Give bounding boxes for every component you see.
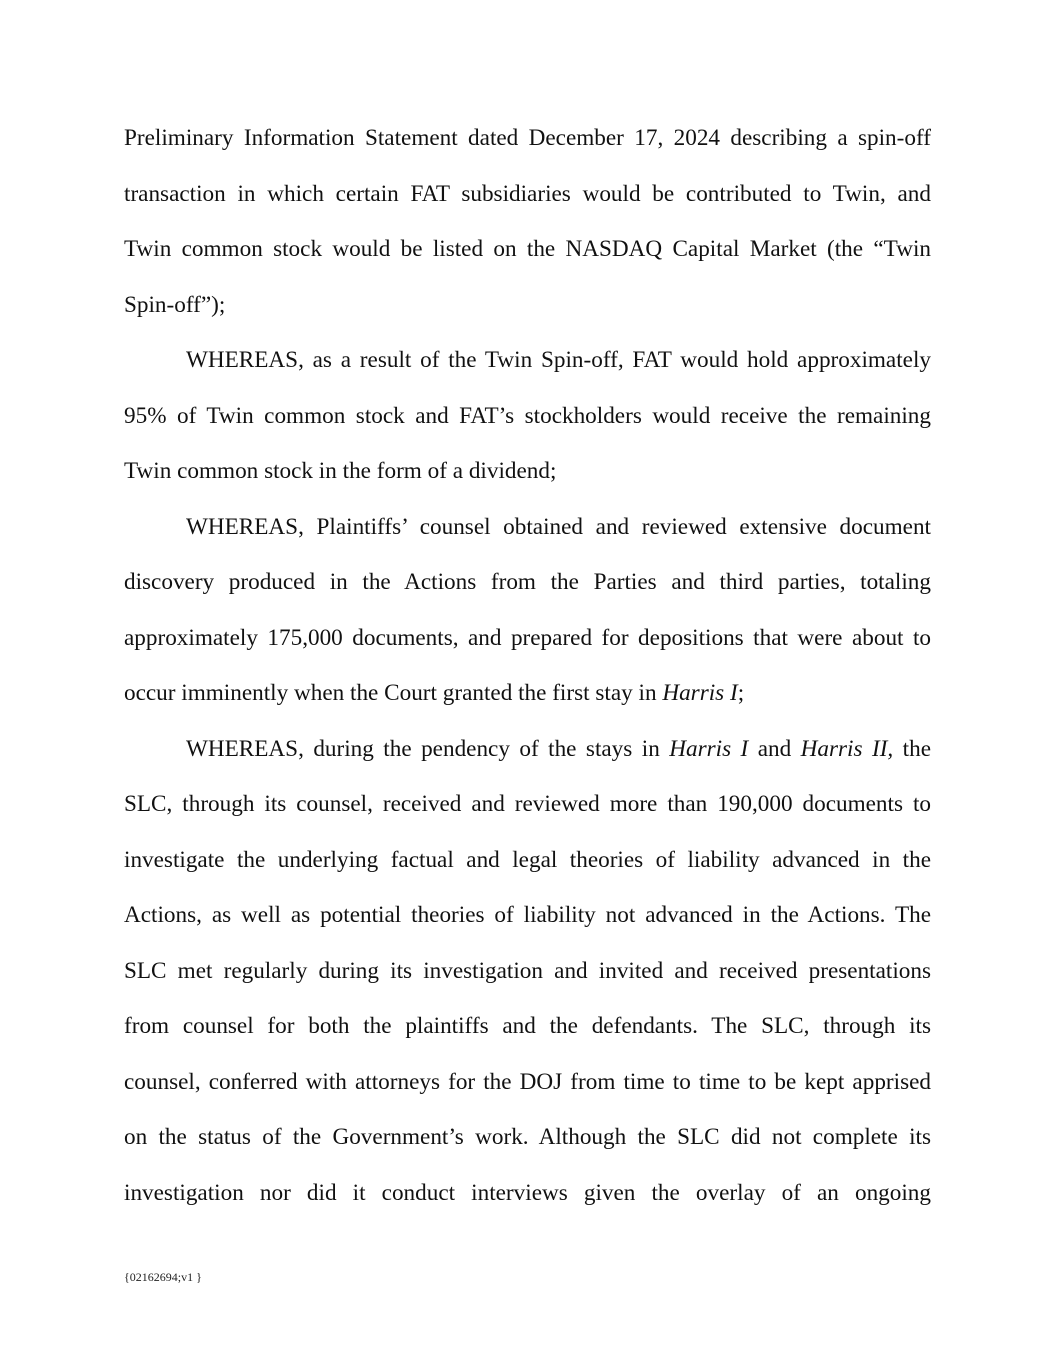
text-segment: WHEREAS, during the pendency of the stays in bbox=[186, 735, 670, 762]
text-line: approximately 175,000 documents, and prepared for depositions that were about to bbox=[124, 624, 931, 651]
text-line: WHEREAS, as a result of the Twin Spin-off, FAT would hold approximately bbox=[186, 347, 931, 373]
text-line: Twin common stock in the form of a dividend; bbox=[124, 458, 557, 484]
case-name-italic: Harris I bbox=[662, 680, 738, 706]
text-line: Preliminary Information Statement dated December 17, 2024 describing a spin-off bbox=[124, 125, 931, 151]
text-line: Spin-off”); bbox=[124, 291, 226, 318]
text-segment: ; bbox=[737, 680, 745, 706]
text-line: from counsel for both the plaintiffs and the defendants. The SLC, through its bbox=[124, 1013, 931, 1039]
text-line: transaction in which certain FAT subsidiaries would be contributed to Twin, and bbox=[124, 180, 931, 207]
text-segment: and bbox=[748, 735, 801, 762]
text-line: Actions, as well as potential theories of liability not advanced in the Actions. The bbox=[124, 902, 931, 928]
text-line: SLC met regularly during its investigation and invited and received presentations bbox=[124, 957, 931, 984]
text-line: discovery produced in the Actions from the Parties and third parties, totaling bbox=[124, 569, 931, 595]
text-segment: the bbox=[893, 735, 931, 762]
case-name-italic: Harris II, bbox=[800, 735, 894, 762]
text-line: investigation nor did it conduct interviews given the overlay of an ongoing bbox=[124, 1179, 931, 1206]
text-line: investigate the underlying factual and legal theories of liability advanced in the bbox=[124, 846, 931, 873]
text-line: Twin common stock would be listed on the NASDAQ Capital Market (the “Twin bbox=[124, 236, 931, 262]
text-line: WHEREAS, Plaintiffs’ counsel obtained and reviewed extensive document bbox=[186, 513, 931, 540]
text-line bbox=[124, 666, 931, 722]
text-line: counsel, conferred with attorneys for the DOJ from time to time to be kept apprised bbox=[124, 1068, 931, 1095]
text-segment: occur imminently when the Court granted the first stay in bbox=[124, 680, 663, 706]
case-name-italic: Harris I bbox=[669, 735, 749, 762]
document-body bbox=[124, 111, 931, 1221]
document-id-footer: {02162694;v1 } bbox=[124, 1270, 202, 1284]
text-line: 95% of Twin common stock and FAT’s stockholders would receive the remaining bbox=[124, 402, 931, 429]
text-line: SLC, through its counsel, received and reviewed more than 190,000 documents to bbox=[124, 791, 931, 817]
text-line bbox=[124, 722, 931, 778]
text-line: on the status of the Government’s work. Although the SLC did not complete its bbox=[124, 1124, 931, 1150]
